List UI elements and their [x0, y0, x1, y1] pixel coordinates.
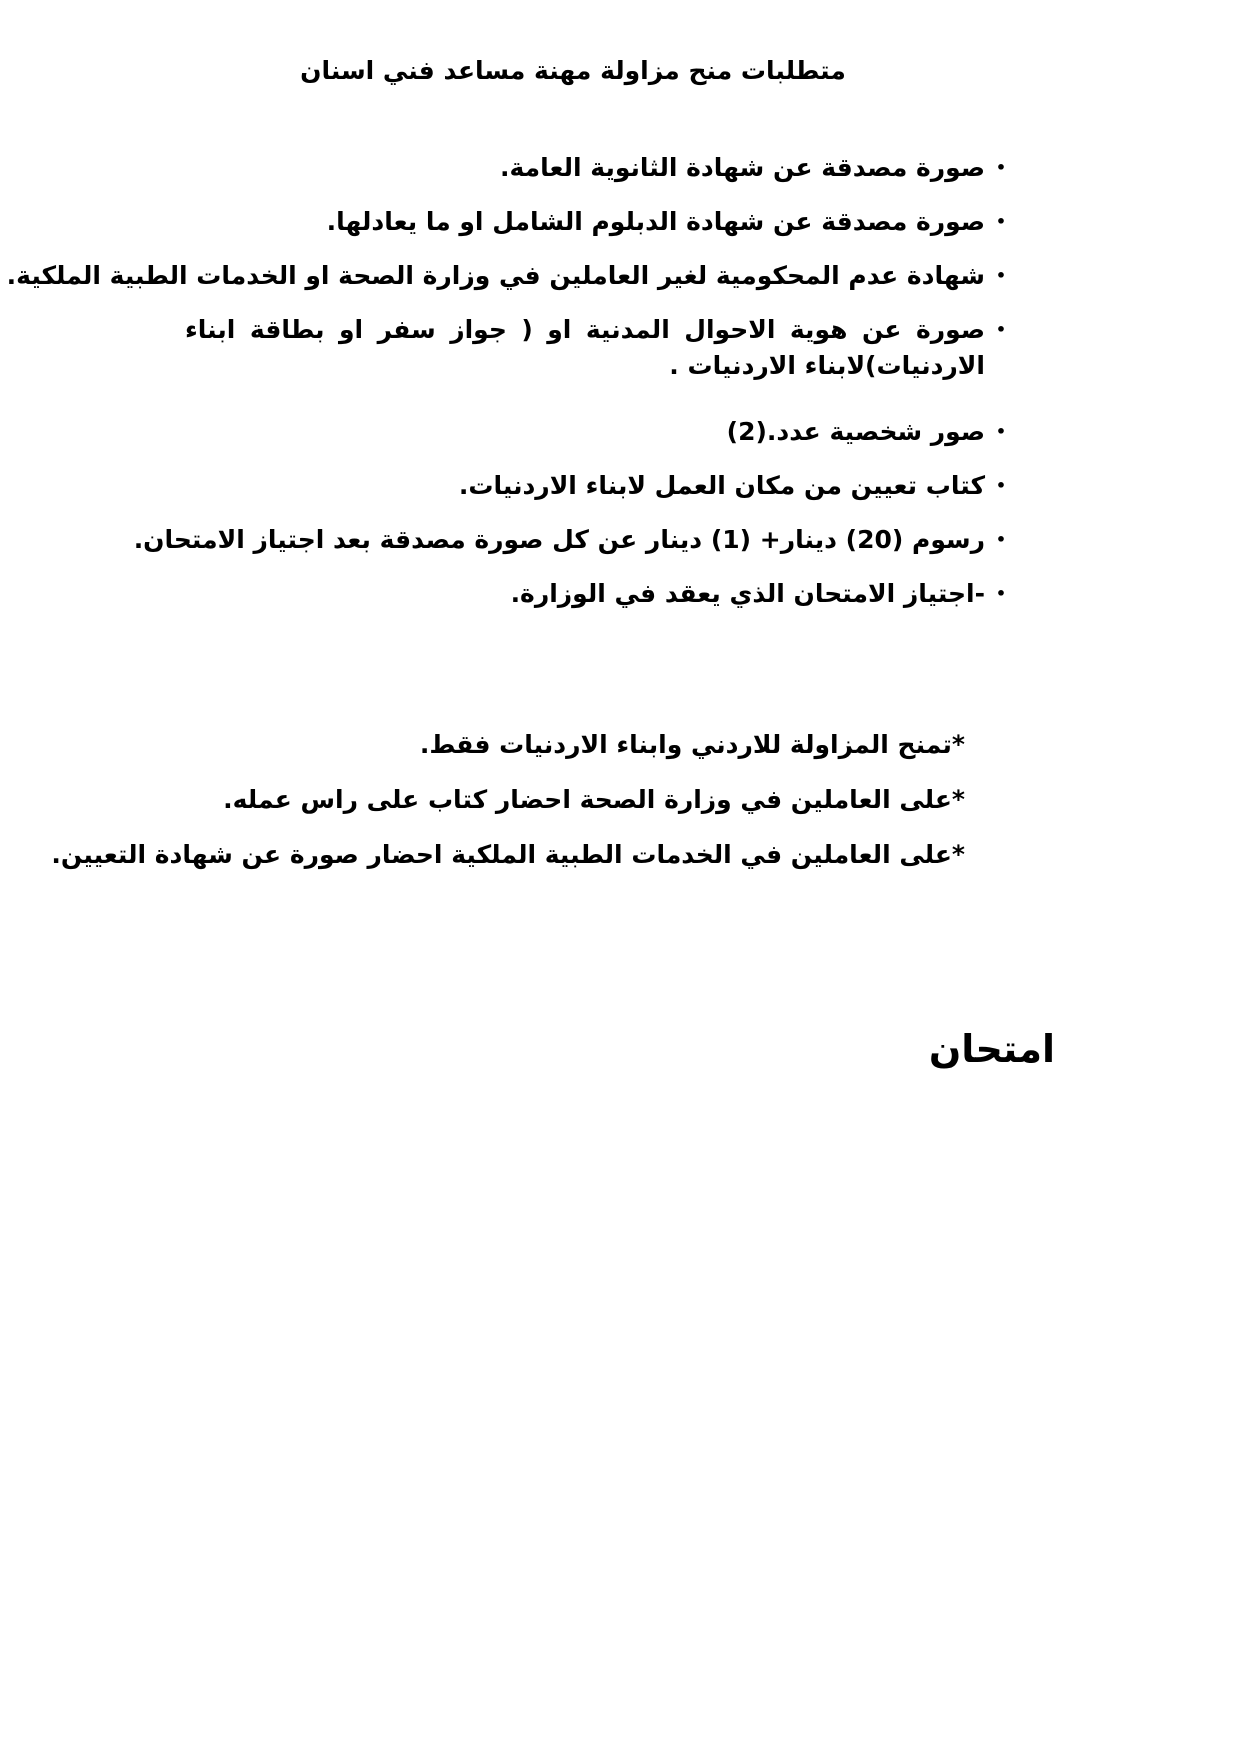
footnote-line: *على العاملين في الخدمات الطبية الملكية احضار صورة عن شهادة التعيين. — [51, 840, 965, 869]
footnotes-section — [51, 727, 965, 892]
bullet-icon: • — [995, 212, 1007, 231]
requirement-item — [185, 414, 1007, 450]
requirement-item — [6, 258, 1007, 294]
footnote-line: *تمنح المزاولة للاردني وابناء الاردنيات فقط. — [419, 730, 965, 759]
requirement-item — [185, 468, 1007, 504]
bullet-icon: • — [995, 422, 1007, 441]
requirement-item — [185, 150, 1007, 186]
bullet-icon: • — [995, 320, 1007, 339]
bullet-icon: • — [995, 266, 1007, 285]
requirement-text: شهادة عدم المحكومية لغير العاملين في وزارة الصحة او الخدمات الطبية الملكية. — [6, 261, 985, 290]
exam-section-heading: امتحان — [928, 1027, 1055, 1071]
bullet-icon: • — [995, 476, 1007, 495]
requirement-item — [185, 204, 1007, 240]
requirement-text: صور شخصية عدد.(2) — [726, 417, 985, 446]
requirement-text: صورة مصدقة عن شهادة الثانوية العامة. — [500, 153, 985, 182]
bullet-icon: • — [995, 584, 1007, 603]
bullet-icon: • — [995, 158, 1007, 177]
page-title: متطلبات منح مزاولة مهنة مساعد فني اسنان — [300, 56, 846, 85]
requirements-list — [6, 150, 1007, 630]
requirement-text: رسوم (20) دينار+ (1) دينار عن كل صورة مصدقة بعد اجتياز الامتحان. — [133, 525, 985, 554]
footnote-line: *على العاملين في وزارة الصحة احضار كتاب على راس عمله. — [223, 785, 965, 814]
bullet-icon: • — [995, 530, 1007, 549]
requirement-text: -اجتياز الامتحان الذي يعقد في الوزارة. — [510, 579, 985, 608]
requirement-item — [185, 576, 1007, 612]
requirement-text: صورة مصدقة عن شهادة الدبلوم الشامل او ما يعادلها. — [326, 207, 985, 236]
requirement-text: صورة عن هوية الاحوال المدنية او ( جواز سفر او بطاقة ابناء الاردنيات)لابناء الاردنيات . — [185, 315, 985, 380]
requirement-item — [185, 312, 1007, 384]
requirement-text: كتاب تعيين من مكان العمل لابناء الاردنيات. — [458, 471, 985, 500]
requirement-item — [133, 522, 1007, 558]
